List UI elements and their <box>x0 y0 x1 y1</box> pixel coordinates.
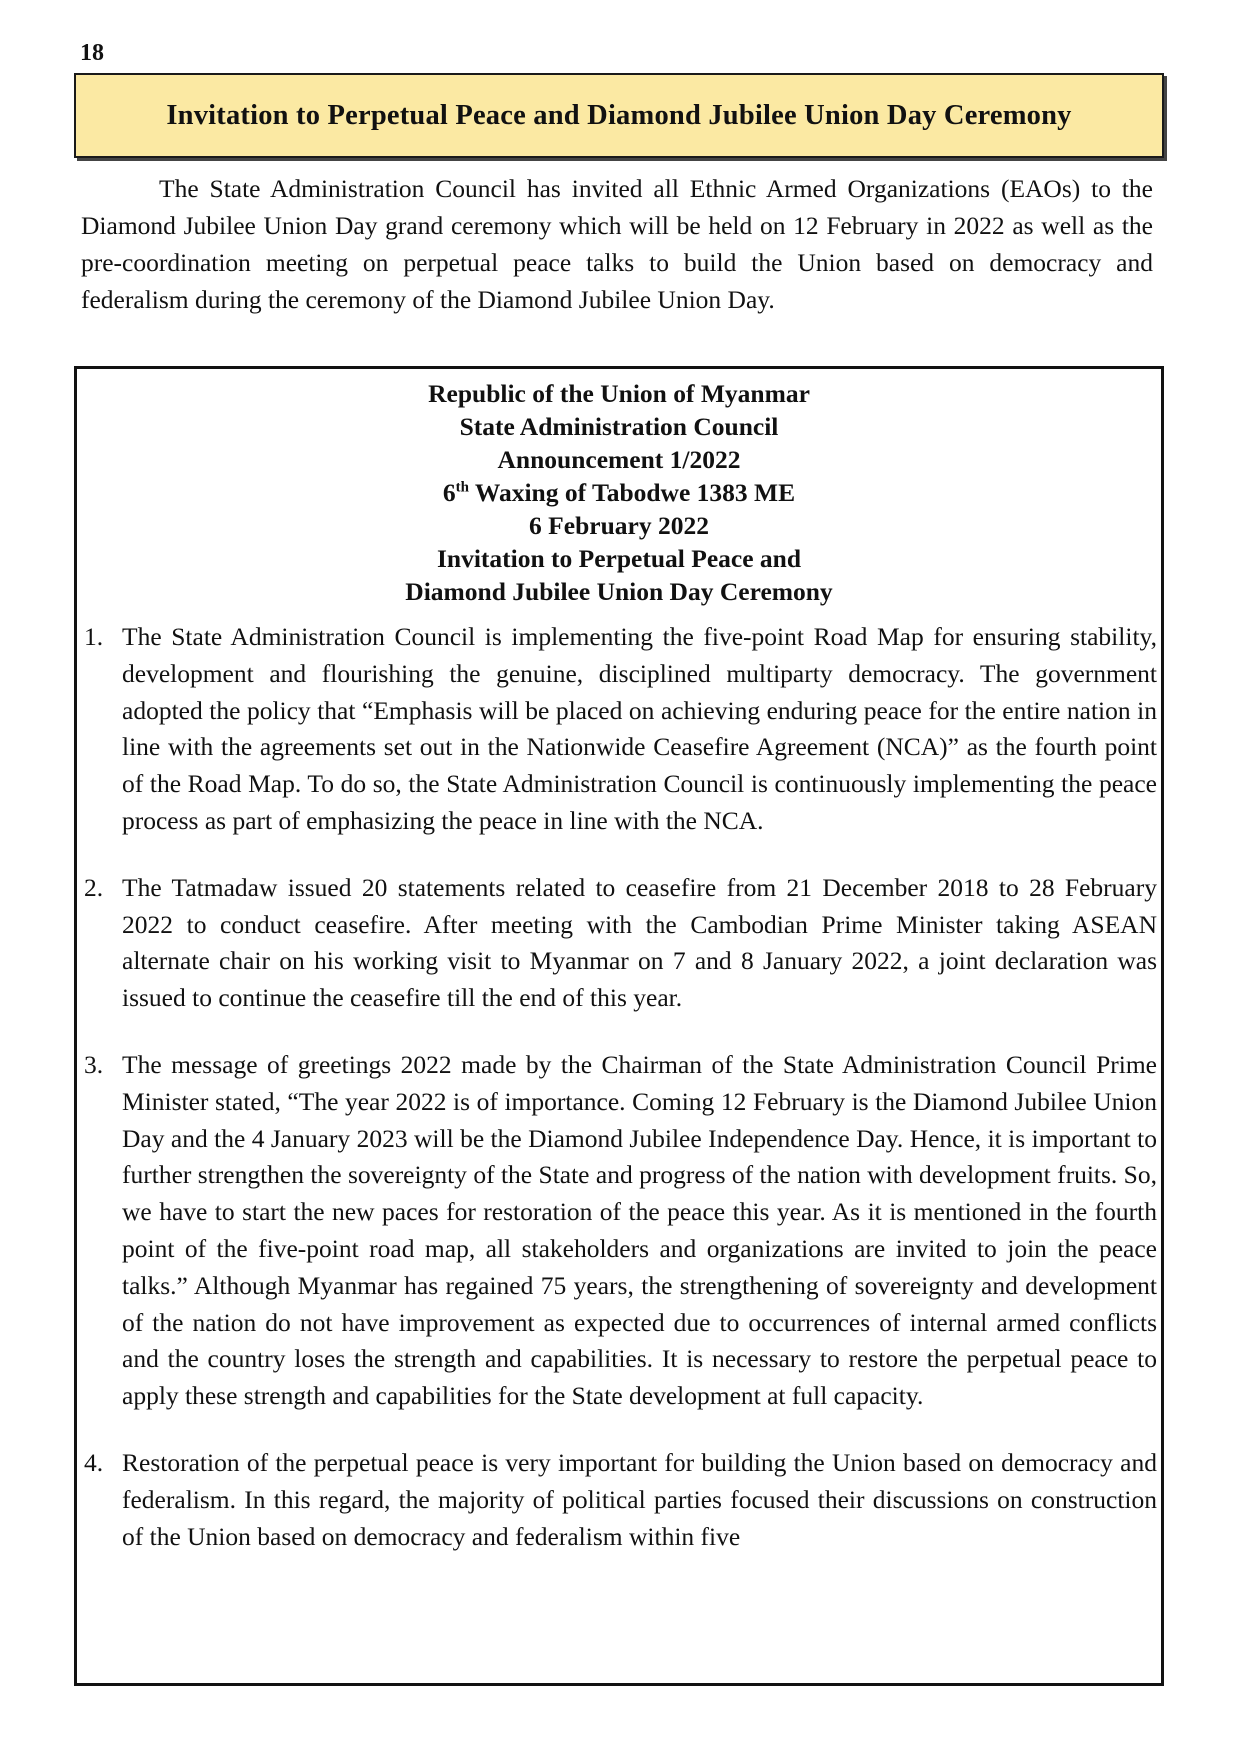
announcement-item-1 <box>77 619 1167 840</box>
announcement-item-4 <box>77 1445 1167 1555</box>
heading-title-line-2: Diamond Jubilee Union Day Ceremony <box>405 577 833 606</box>
heading-announcement-number: Announcement 1/2022 <box>497 445 741 474</box>
item-number: 2. <box>84 872 104 902</box>
announcement-box <box>74 366 1164 1686</box>
heading-lunar-date <box>77 476 1161 509</box>
heading-date: 6 February 2022 <box>529 511 709 540</box>
heading-republic: Republic of the Union of Myanmar <box>428 379 810 408</box>
item-text: The message of greetings 2022 made by the Chairman of the State Administration Council Prime Minister stated, “The year 2022 is of importance. Coming 12 February is the Diamond Jubilee Union Day and the 4 January 2023 will be the Diamond Jubilee Independence Day. Hence, it is important to further strengthen the sovereignty of the State and progress of the nation with development fruits. So, we have to start the new paces for restoration of the peace this year. As it is mentioned in the fourth point of the five-point road map, all stakeholders and organizations are invited to join the peace talks.” Although Myanmar has regained 75 years, the strengthening of sovereignty and development of the nation do not have improvement as expected due to occurrences of internal armed conflicts and the country loses the strength and capabilities. It is necessary to restore the perpetual peace to apply these strength and capabilities for the State development at full capacity. <box>122 1049 1157 1411</box>
item-number: 4. <box>84 1447 104 1477</box>
item-number: 3. <box>84 1049 104 1079</box>
announcement-item-2 <box>77 870 1167 1017</box>
title-banner <box>74 73 1164 158</box>
item-text: The Tatmadaw issued 20 statements related to ceasefire from 21 December 2018 to 28 February 2022 to conduct ceasefire. After meeting with the Cambodian Prime Minister taking ASEAN alternate chair on his working visit to Myanmar on 7 and 8 January 2022, a joint declaration was issued to continue the ceasefire till the end of this year. <box>122 872 1157 1013</box>
heading-council: State Administration Council <box>459 412 779 441</box>
lunar-month-year: Waxing of Tabodwe 1383 ME <box>468 478 796 507</box>
heading-title-line-1: Invitation to Perpetual Peace and <box>436 544 802 573</box>
page-title: Invitation to Perpetual Peace and Diamond Jubilee Union Day Ceremony <box>166 99 1072 131</box>
item-text: The State Administration Council is implementing the five-point Road Map for ensuring stability, development and flourishing the genuine, disciplined multiparty democracy. The government adopted the policy that “Emphasis will be placed on achieving enduring peace for the entire nation in line with the agreements set out in the Nationwide Ceasefire Agreement (NCA)” as the fourth point of the Road Map. To do so, the State Administration Council is continuously implementing the peace process as part of emphasizing the peace in line with the NCA. <box>122 622 1157 835</box>
item-number: 1. <box>84 622 104 651</box>
announcement-items <box>77 619 1167 1585</box>
item-text: Restoration of the perpetual peace is very important for building the Union based on democracy and federalism. In this regard, the majority of political parties focused their discussions on construction of the Union based on democracy and federalism within five <box>122 1447 1157 1551</box>
intro-paragraph <box>81 170 1153 318</box>
announcement-heading <box>77 377 1161 608</box>
lunar-day-number: 6 <box>442 478 456 507</box>
announcement-item-3 <box>77 1047 1167 1415</box>
page-number: 18 <box>80 40 104 66</box>
intro-text: The State Administration Council has invited all Ethnic Armed Organizations (EAOs) to the Diamond Jubilee Union Day grand ceremony which will be held on 12 February in 2022 as well as the pre-coordination meeting on perpetual peace talks to build the Union based on democracy and federalism during the ceremony of the Diamond Jubilee Union Day. <box>81 174 1153 314</box>
lunar-day-suffix: th <box>455 479 469 496</box>
